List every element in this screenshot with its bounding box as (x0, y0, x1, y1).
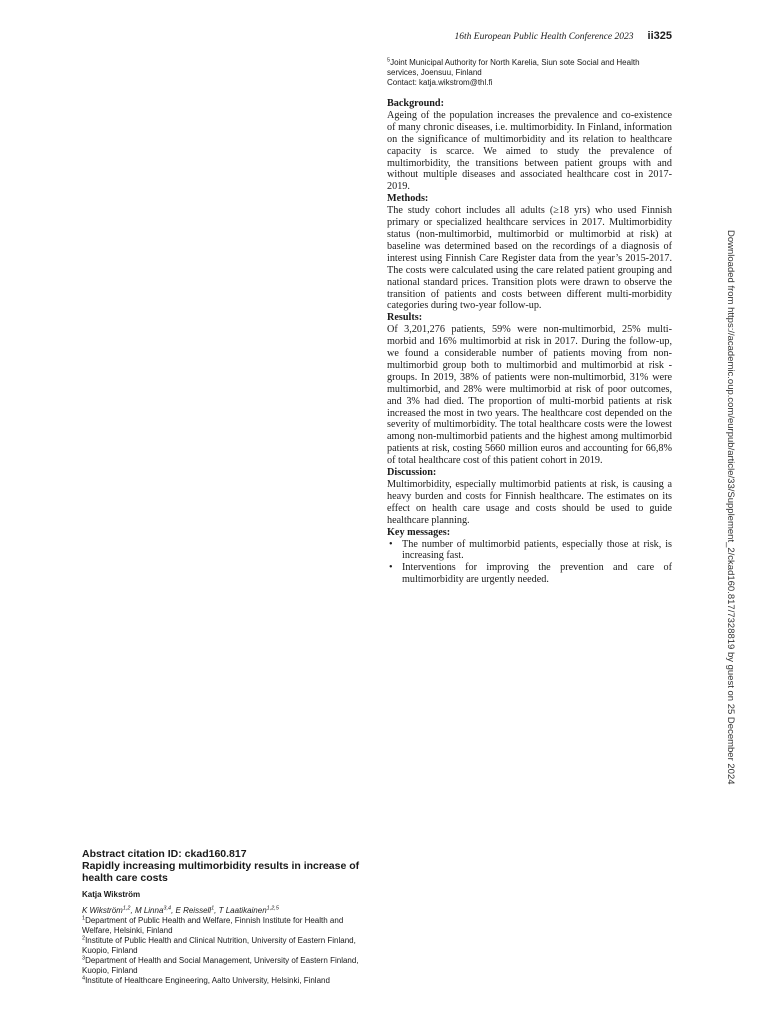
affiliation-text: Joint Municipal Authority for North Karelia, Siun sote Social and Health services, Joensuu, Finland (387, 58, 640, 77)
background-heading: Background: (387, 98, 444, 109)
key-messages-list (387, 539, 672, 587)
key-message-item (387, 539, 672, 563)
affiliation-item (82, 916, 372, 936)
discussion-heading: Discussion: (387, 467, 437, 479)
results-text: Of 3,201,276 patients, 59% were non-multimorbid, 25% multi-morbid and 16% multimorbid at risk in 2017. During the follow-up, we found a considerable number of patients moving from non-multimorbid group both to multimorbid and multimorbid at risk -groups. In 2019, 38% of patients were non-multimorbid, 31% were multimorbid, and 28% were multimorbid at risk of poor outcomes, and 3% had died. The proportion of multi-morbid patients at risk increased the most in two years. The healthcare cost depended on the severity of multimorbidity. The total healthcare costs were the lowest among non-multimorbid patients and the highest among multimorbid patients at risk, costing 5660 million euros and accounting for 66,8% of total healthcare cost of this patient cohort in 2019. (387, 324, 672, 467)
author-sup: 3,4 (163, 905, 172, 912)
discussion-text: Multimorbidity, especially multimorbid patients at risk, is causing a heavy burden and costs for Finnish healthcare. The estimates on its effect on health care usage and costs should be used to guide healthcare planning. (387, 479, 672, 526)
affiliation-list (82, 916, 372, 986)
download-watermark: Downloaded from https://academic.oup.com/eurpub/article/33/Supplement_2/ckad160.817/7328819 by guest on 25 December 2024 (725, 230, 736, 785)
author-name: M Linna (134, 906, 164, 915)
bullet-icon: • (389, 562, 393, 574)
affiliation-item (82, 976, 372, 986)
abstract-title: Rapidly increasing multimorbidity results in increase of health care costs (82, 860, 360, 884)
author-separator: , (130, 906, 135, 915)
bullet-icon: • (389, 538, 393, 550)
methods-text: The study cohort includes all adults (≥18 yrs) who used Finnish primary or specialized healthcare services in 2017. Multimorbidity status (non-multimorbid, multimorbid or multimorbid at risk) at baseline was determined based on the recordings of a diagnosis of interest using Finnish Care Register data from the year’s 2015-2017. The costs were calculated using the care related patient grouping and national standard prices. Transition plots were drawn to observe the transition of patients and costs between different multi-morbidity categories during two-year follow-up. (387, 205, 672, 312)
key-message-text: Interventions for improving the prevention and care of multimorbidity are urgently needed. (402, 562, 672, 586)
key-message-item (387, 562, 672, 586)
results-heading: Results: (387, 312, 423, 324)
affiliation-sup: 4 (82, 975, 86, 982)
author-separator: , (214, 906, 219, 915)
affiliation-item (82, 936, 372, 956)
affiliation-text: Institute of Healthcare Engineering, Aalto University, Helsinki, Finland (85, 976, 330, 985)
abstract-body (387, 98, 672, 586)
citation-id: Abstract citation ID: ckad160.817 (82, 848, 247, 860)
author-sup: 1,2 (122, 905, 131, 912)
affiliation-sup: 3 (82, 955, 86, 962)
author-sup: 1 (211, 905, 215, 912)
citation-title (82, 848, 372, 884)
author-name: K Wikström (82, 906, 123, 915)
affiliation-text: Department of Public Health and Welfare, Finnish Institute for Health and Welfare, Helsinki, Finland (82, 916, 344, 935)
affiliation-sup: 1 (82, 915, 86, 922)
contact-line: Contact: katja.wikstrom@thl.fi (387, 78, 493, 87)
presenter-name: Katja Wikström (82, 890, 141, 899)
running-header (420, 30, 672, 42)
affiliation-text: Department of Health and Social Management, University of Eastern Finland, Kuopio, Finland (82, 956, 359, 975)
page-number: ii325 (647, 30, 672, 42)
affiliation-item (82, 956, 372, 976)
citation-block (82, 848, 372, 986)
affiliation-sup: 2 (82, 935, 86, 942)
methods-heading: Methods: (387, 193, 429, 205)
author-name: E Reissell (175, 906, 212, 915)
affiliation-text: Institute of Public Health and Clinical Nutrition, University of Eastern Finland, Kuopio, Finland (82, 936, 356, 955)
affiliation-5 (387, 58, 672, 88)
affiliation-sup: 5 (387, 57, 391, 64)
right-column (387, 58, 672, 586)
conference-name: 16th European Public Health Conference 2023 (454, 32, 634, 42)
background-text: Ageing of the population increases the prevalence and co-existence of many chronic diseases, i.e. multimorbidity. In Finland, information on the significance of multimorbidity and its relation to healthcare capacity is scarce. We aimed to study the prevalence of multimorbidity, the transitions between patient groups with and without multiple diseases and associated healthcare cost in 2017-2019. (387, 109, 672, 193)
key-message-text: The number of multimorbid patients, especially those at risk, is increasing fast. (402, 538, 672, 562)
author-name: T Laatikainen (218, 906, 267, 915)
author-sup: 1,2,5 (266, 905, 279, 912)
key-messages-heading: Key messages: (387, 526, 451, 538)
author-list (82, 906, 372, 916)
author-separator: , (171, 906, 176, 915)
